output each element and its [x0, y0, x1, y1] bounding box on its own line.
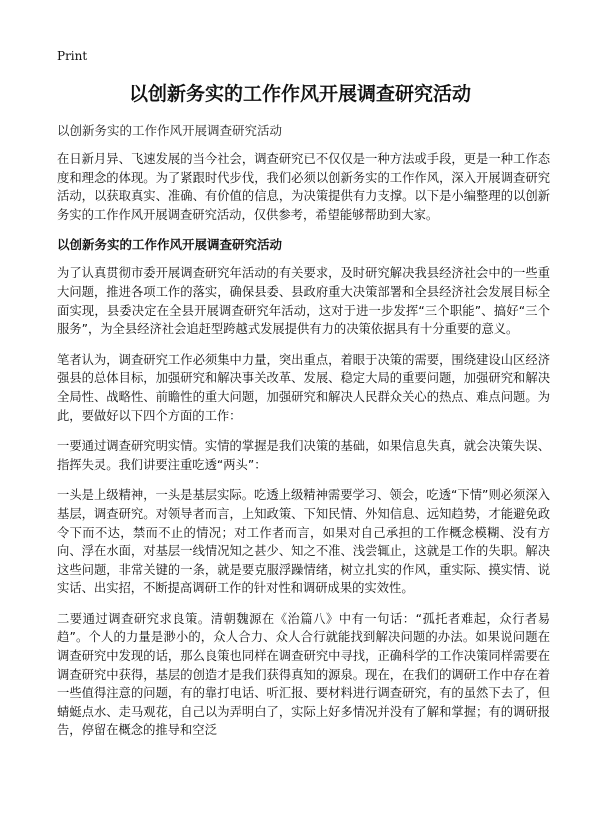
section-heading: 以创新务实的工作作风开展调查研究活动 — [57, 237, 283, 253]
body-paragraph-5: 二要通过调查研究求良策。清朝魏源在《治篇八》中有一句话：“孤托者难起，众行者易趋”。个人的力量是渺小的，众人合力、众人合行就能找到解决问题的办法。如果说问题在调查研究中发现的话，那么良策也同样在调查研究中寻找，正确科学的工作决策同样需要在调查研究中获得，基层的创造才是我们获得真知的源泉。现在，在我们的调研工作中存在着一些值得注意的问题，有的靠打电话、听汇报、要材料进行调查研究，有的虽然下去了，但蜻蜓点水、走马观花，自己以为弄明白了，实际上好多情况并没有了解和掌握；有的调研报告，停留在概念的推导和空泛 — [57, 611, 550, 738]
body-paragraph-3: 一要通过调查研究明实情。实情的掌握是我们决策的基础，如果信息失真，就会决策失误、指挥失灵。我们讲要注重吃透“两头”： — [57, 439, 550, 472]
article-body — [57, 150, 550, 752]
body-paragraph-2: 笔者认为，调查研究工作必须集中力量，突出重点，着眼于决策的需要，围绕建设山区经济强县的总体目标，加强研究和解决事关改革、发展、稳定大局的重要问题，加强研究和解决全局性、战略性、前瞻性的重大问题，加强研究和解决人民群众关心的热点、难点问题。为此，要做好以下四个方面的工作： — [57, 352, 550, 423]
body-paragraph-1: 为了认真贯彻市委开展调查研究年活动的有关要求，及时研究解决我县经济社会中的一些重大问题，推进各项工作的落实，确保县委、县政府重大决策部署和全县经济社会发展目标全面实现，县委决定在全县开展调查研究年活动，这对于进一步发挥“三个职能”、搞好“三个服务”，为全县经济社会追赶型跨越式发展提供有力的决策依据具有十分重要的意义。 — [57, 266, 550, 337]
article-subtitle: 以创新务实的工作作风开展调查研究活动 — [57, 123, 283, 138]
print-link[interactable]: Print — [57, 49, 88, 63]
intro-paragraph: 在日新月异、飞速发展的当今社会，调查研究已不仅仅是一种方法或手段，更是一种工作态度和理念的体现。为了紧跟时代步伐，我们必须以创新务实的工作作风，深入开展调查研究活动，以获取真实、准确、有价值的信息，为决策提供有力支撑。以下是小编整理的以创新务实的工作作风开展调查研究活动，仅供参考，希望能够帮助到大家。 — [57, 152, 550, 222]
page-title: 以创新务实的工作作风开展调查研究活动 — [128, 83, 471, 105]
body-paragraph-4: 一头是上级精神，一头是基层实际。吃透上级精神需要学习、领会，吃透“下情”则必须深入基层，调查研究。对领导者而言，上知政策、下知民情、外知信息、远知趋势，才能避免政令下而不达，禁而不止的情况；对工作者而言，如果对自己承担的工作概念模糊、没有方向、浮在水面，对基层一线情况知之甚少、知之不准、浅尝辄止，这就是工作的失职。解决这些问题，非常关键的一条，就是要克服浮躁情绪，树立扎实的作风，重实际、摸实情、说实话、出实招，不断提高调研工作的针对性和调研成果的实效性。 — [57, 488, 550, 596]
